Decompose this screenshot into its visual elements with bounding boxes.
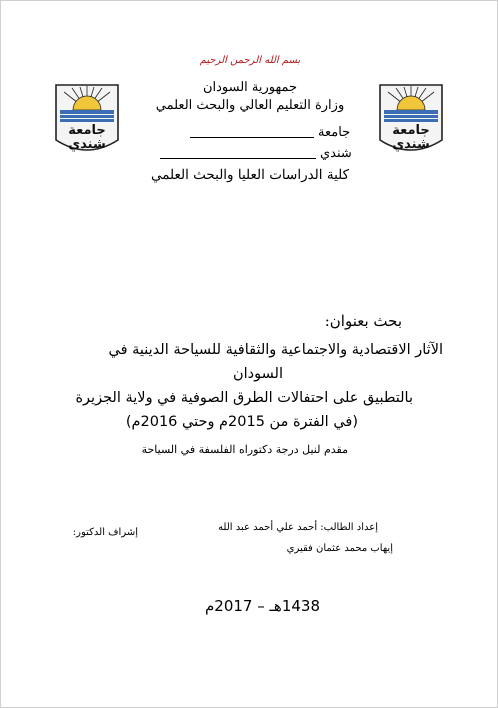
university-word-1: جامعة: [318, 125, 351, 140]
header-rule: [190, 137, 314, 138]
logo-text-bottom: شندي: [392, 137, 430, 152]
university-logo-left: [52, 82, 122, 160]
research-title-line-3: بالتطبيق على احتفالات الطرق الصوفية في ولاية الجزيرة: [75, 390, 413, 406]
prepared-by: إعداد الطالب: أحمد علي أحمد عبد الله: [218, 522, 378, 533]
basmala: بسم الله الرحمن الرحيم: [199, 55, 301, 66]
logo-text-top: جامعة: [68, 123, 106, 138]
supervisor-name: إيهاب محمد عثمان فقيري: [286, 543, 393, 554]
year: 1438هـ – 2017م: [204, 597, 320, 615]
supervision-label: إشراف الدكتور:: [72, 527, 138, 538]
research-label: بحث بعنوان:: [324, 312, 402, 330]
college-name: كلية الدراسات العليا والبحث العلمي: [150, 167, 350, 183]
header-rule: [160, 158, 316, 159]
logo-text-bottom: شندي: [68, 137, 106, 152]
country-name: جمهورية السودان: [202, 80, 298, 95]
degree-subtitle: مقدم لنيل درجة دكتوراه الفلسفة في السياحة: [141, 443, 348, 456]
research-title-line-1: الآثار الاقتصادية والاجتماعية والثقافية للسياحة الدينية في: [108, 342, 443, 358]
university-word-2: شندي: [320, 146, 352, 161]
research-title-line-2: السودان: [232, 366, 283, 382]
university-logo-right: [376, 82, 446, 160]
ministry-name: وزارة التعليم العالي والبحث العلمي: [155, 98, 345, 113]
research-period: (في الفترة من 2015م وحتي 2016م): [125, 414, 358, 430]
logo-text-top: جامعة: [392, 123, 430, 138]
